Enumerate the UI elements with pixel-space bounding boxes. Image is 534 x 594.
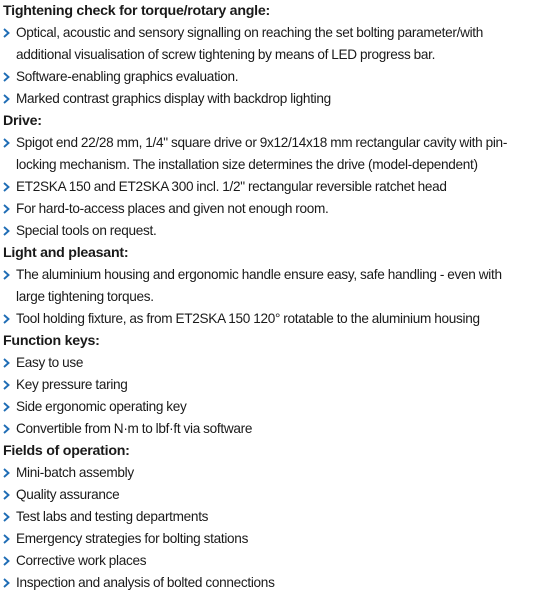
chevron-right-icon (3, 358, 10, 368)
list-item-text: Inspection and analysis of bolted connections (16, 575, 275, 590)
list-item-text: Test labs and testing departments (16, 509, 209, 524)
list-item (3, 528, 528, 550)
bullet-list (3, 352, 528, 440)
list-item-text: For hard-to-access places and given not enough room. (16, 201, 329, 216)
chevron-right-icon (3, 226, 10, 236)
list-item-text: Spigot end 22/28 mm, 1/4" square drive or 9x12/14x18 mm rectangular cavity with pin-locking mechanism. The installation size determines the drive (model-dependent) (16, 135, 508, 172)
list-item (3, 418, 528, 440)
section-function-keys (3, 330, 528, 440)
list-item (3, 22, 528, 66)
list-item (3, 176, 528, 198)
list-item-text: ET2SKA 150 and ET2SKA 300 incl. 1/2" rectangular reversible ratchet head (16, 179, 447, 194)
list-item (3, 484, 528, 506)
list-item (3, 550, 528, 572)
list-item (3, 88, 528, 110)
list-item (3, 462, 528, 484)
section-title: Fields of operation: (3, 443, 130, 459)
bullet-list (3, 264, 528, 330)
section-tightening-check (3, 0, 528, 110)
list-item (3, 352, 528, 374)
section-title: Tightening check for torque/rotary angle: (3, 3, 270, 19)
list-item-text: Mini-batch assembly (16, 465, 134, 480)
chevron-right-icon (3, 182, 10, 192)
chevron-right-icon (3, 424, 10, 434)
chevron-right-icon (3, 270, 10, 280)
list-item (3, 220, 528, 242)
list-item-text: Key pressure taring (16, 377, 128, 392)
list-item (3, 198, 528, 220)
chevron-right-icon (3, 72, 10, 82)
list-item (3, 66, 528, 88)
section-drive (3, 110, 528, 242)
chevron-right-icon (3, 402, 10, 412)
list-item-text: Tool holding fixture, as from ET2SKA 150 120° rotatable to the aluminium housing (16, 311, 480, 326)
list-item-text: Quality assurance (16, 487, 120, 502)
bullet-list (3, 132, 528, 242)
section-light-and-pleasant (3, 242, 528, 330)
list-item (3, 308, 528, 330)
section-title: Function keys: (3, 333, 100, 349)
chevron-right-icon (3, 468, 10, 478)
chevron-right-icon (3, 512, 10, 522)
chevron-right-icon (3, 28, 10, 38)
list-item (3, 264, 528, 308)
chevron-right-icon (3, 534, 10, 544)
list-item (3, 572, 528, 594)
list-item-text: Side ergonomic operating key (16, 399, 187, 414)
chevron-right-icon (3, 204, 10, 214)
chevron-right-icon (3, 94, 10, 104)
bullet-list (3, 22, 528, 110)
section-fields-of-operation (3, 440, 528, 594)
list-item-text: Marked contrast graphics display with backdrop lighting (16, 91, 331, 106)
chevron-right-icon (3, 138, 10, 148)
chevron-right-icon (3, 380, 10, 390)
list-item-text: Easy to use (16, 355, 84, 370)
list-item (3, 506, 528, 528)
chevron-right-icon (3, 314, 10, 324)
chevron-right-icon (3, 490, 10, 500)
list-item-text: Corrective work places (16, 553, 147, 568)
list-item-text: Software-enabling graphics evaluation. (16, 69, 239, 84)
chevron-right-icon (3, 578, 10, 588)
chevron-right-icon (3, 556, 10, 566)
list-item-text: Optical, acoustic and sensory signalling on reaching the set bolting parameter/with additional visualisation of screw tightening by means of LED progress bar. (16, 25, 484, 62)
list-item (3, 396, 528, 418)
list-item-text: Convertible from N·m to lbf·ft via software (16, 421, 253, 436)
list-item (3, 132, 528, 176)
list-item-text: Emergency strategies for bolting stations (16, 531, 249, 546)
bullet-list (3, 462, 528, 594)
list-item-text: Special tools on request. (16, 223, 157, 238)
section-title: Drive: (3, 113, 42, 129)
list-item (3, 374, 528, 396)
section-title: Light and pleasant: (3, 245, 129, 261)
list-item-text: The aluminium housing and ergonomic handle ensure easy, safe handling - even with large tightening torques. (16, 267, 502, 304)
